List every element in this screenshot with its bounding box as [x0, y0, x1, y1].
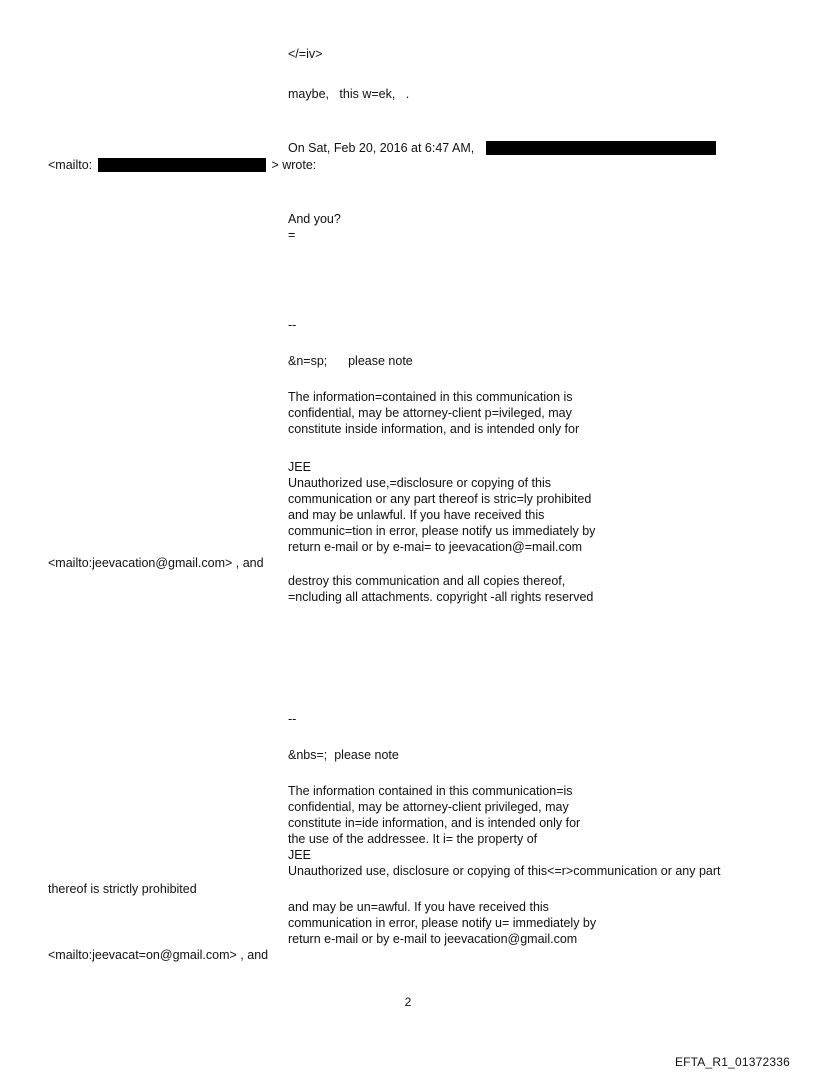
text-line: &nbs=; please note [288, 748, 399, 762]
disclaimer-line: return e-mail or by e-mai= to jeevacation@=mail.com [288, 540, 583, 554]
disclaimer-line: and may be un=awful. If you have received this [288, 900, 549, 914]
document-id: EFTA_R1_01372336 [674, 1055, 790, 1069]
disclaimer-line: communication in error, please notify u= immediately by [288, 916, 597, 930]
redaction-bar [486, 141, 716, 155]
disclaimer-line: confidential, may be attorney-client p=ivileged, may [288, 406, 572, 420]
disclaimer-line: constitute in=ide information, and is intended only for [288, 816, 581, 830]
redaction-bar [98, 158, 266, 172]
disclaimer-line: =ncluding all attachments. copyright -all rights reserved [288, 590, 594, 604]
text-line: </=iv> [288, 47, 323, 61]
mailto-line: <mailto:jeevacat=on@gmail.com> , and [48, 948, 269, 962]
mailto-prefix: <mailto: [48, 158, 93, 172]
disclaimer-line: and may be unlawful. If you have received this [288, 508, 545, 522]
disclaimer-line: JEE [288, 460, 311, 474]
text-line: maybe, this w=ek, . [288, 87, 410, 101]
separator-line: -- [288, 318, 297, 332]
text-line: = [288, 228, 296, 242]
text-line: And you? [288, 212, 341, 226]
email-header-line: On Sat, Feb 20, 2016 at 6:47 AM, [288, 141, 478, 155]
disclaimer-line: Unauthorized use, disclosure or copying of this<=r>communication or any part [288, 864, 721, 878]
text-line: &n=sp; please note [288, 354, 413, 368]
disclaimer-line: thereof is strictly prohibited [48, 882, 197, 896]
disclaimer-line: The information=contained in this communication is [288, 390, 573, 404]
disclaimer-line: communic=tion in error, please notify us immediately by [288, 524, 596, 538]
disclaimer-line: communication or any part thereof is stric=ly prohibited [288, 492, 592, 506]
mailto-line: <mailto:jeevacation@gmail.com> , and [48, 556, 264, 570]
disclaimer-line: The information contained in this communication=is [288, 784, 573, 798]
disclaimer-line: confidential, may be attorney-client privileged, may [288, 800, 569, 814]
disclaimer-line: Unauthorized use,=disclosure or copying of this [288, 476, 551, 490]
page-number: 2 [404, 995, 412, 1009]
disclaimer-line: return e-mail or by e-mail to jeevacation@gmail.com [288, 932, 578, 946]
separator-line: -- [288, 712, 297, 726]
disclaimer-line: constitute inside information, and is intended only for [288, 422, 580, 436]
disclaimer-line: JEE [288, 848, 311, 862]
disclaimer-line: the use of the addressee. It i= the property of [288, 832, 538, 846]
disclaimer-line: destroy this communication and all copies thereof, [288, 574, 566, 588]
wrote-label: > wrote: [268, 158, 317, 172]
